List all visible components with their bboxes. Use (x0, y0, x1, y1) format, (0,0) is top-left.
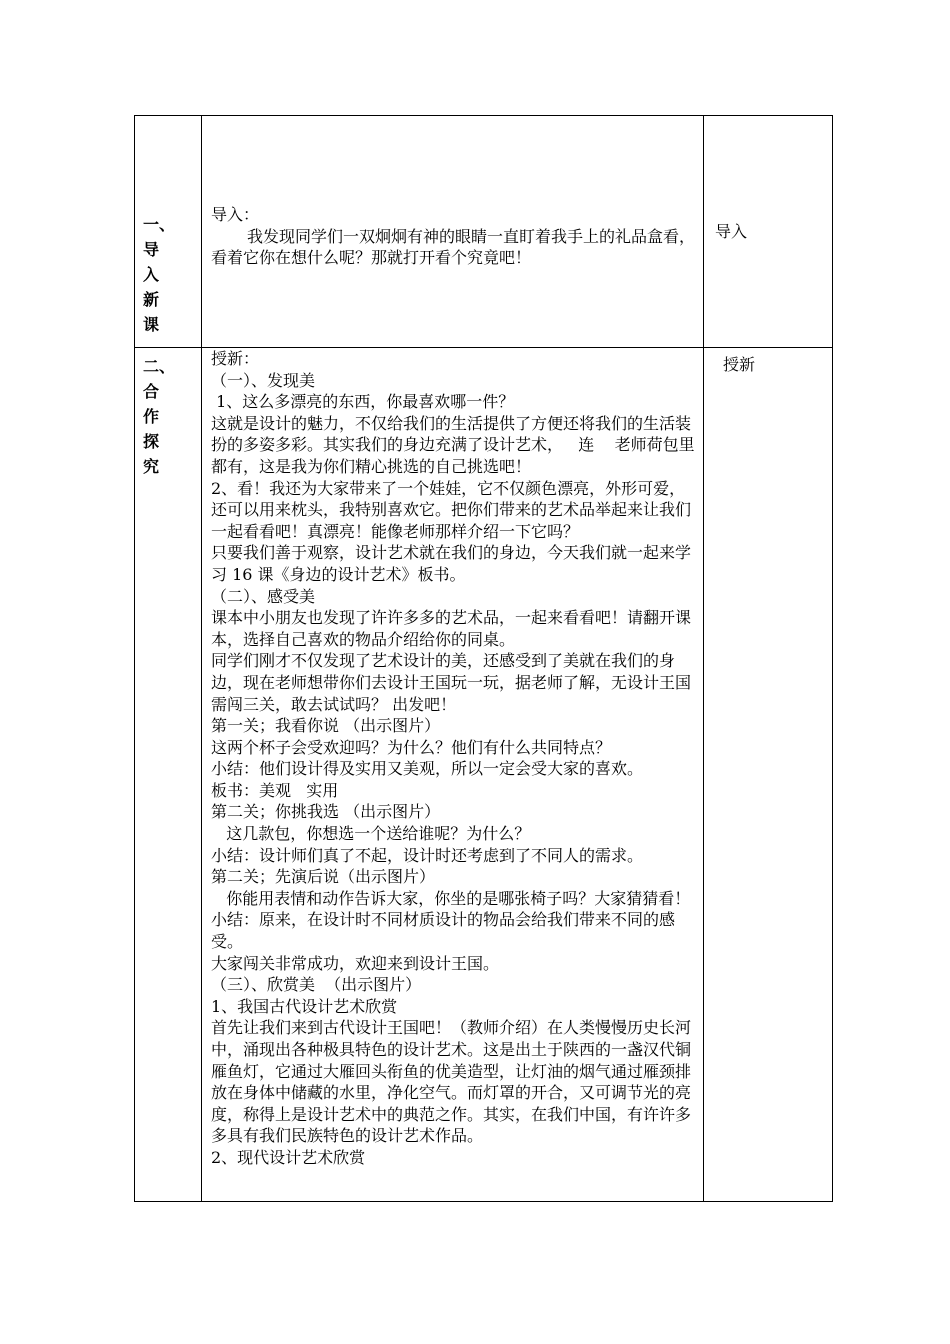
row-label-line: 导 入 (143, 240, 172, 284)
content-paragraph: 首先让我们来到古代设计王国吧！（教师介绍）在人类慢慢历史长河中，涌现出各种极具特色的设计艺术。这是出土于陕西的一盏汉代铜雁鱼灯，它通过大雁回头衔鱼的优美造型，让灯油的烟气通过雁颈排放在身体中储藏的水里，净化空气。而灯罩的开合，又可调节光的亮度，称得上是设计艺术中的典范之作。其实，在我们中国，有许许多多具有我们民族特色的设计艺术作品。 (211, 1018, 692, 1146)
row-remark-intro: 导入 (715, 222, 748, 241)
content-line: 板书：美观 实用 (211, 780, 339, 800)
row-content-intro (211, 204, 699, 269)
content-paragraph: 你能用表情和动作告诉大家，你坐的是哪张椅子吗？大家猜猜看！ (211, 888, 691, 908)
row-content-explore (211, 348, 699, 1169)
row-label-line: 探 究 (143, 432, 172, 476)
content-line: 这两个杯子会受欢迎吗？为什么？他们有什么共同特点？ (211, 737, 612, 757)
row-label-line: 新 课 (143, 290, 172, 334)
content-line: （三）、欣赏美 （出示图片） (211, 975, 422, 995)
row-label-line: 一、 (143, 215, 176, 234)
content-paragraph: 课本中小朋友也发现了许许多多的艺术品，一起来看看吧！请翻开课本，选择自己喜欢的物品介绍给你的同桌。 (211, 608, 692, 649)
row-label-line: 合 作 (143, 382, 172, 426)
content-line: 大家闯关非常成功，欢迎来到设计王国。 (211, 953, 500, 973)
row-remark-explore: 授新 (723, 355, 756, 374)
content-line: 这几款包，你想选一个送给谁呢？为什么？ (211, 824, 531, 844)
content-paragraph: 只要我们善于观察，设计艺术就在我们的身边，今天我们就一起来学习 16 课《身边的设计艺术》板书。 (211, 543, 692, 584)
content-paragraph: 2、看！我还为大家带来了一个娃娃，它不仅颜色漂亮，外形可爱，还可以用来枕头，我特别喜欢它。把你们带来的艺术品举起来让我们一起看看吧！真漂亮！能像老师那样介绍一下它吗？ (211, 478, 692, 541)
column-divider (201, 116, 202, 1201)
column-divider (703, 116, 704, 1201)
content-line: 第一关；我看你说 （出示图片） (211, 716, 441, 736)
content-line: 授新： (211, 349, 260, 368)
content-line: 2、现代设计艺术欣赏 (211, 1147, 366, 1167)
lesson-plan-table (134, 115, 833, 1202)
row-label-intro (143, 212, 197, 337)
content-line: 第二关；你挑我选 （出示图片） (211, 802, 441, 822)
content-line: （二）、感受美 (211, 586, 316, 606)
row-label-explore (143, 354, 197, 479)
content-line: 1、我国古代设计艺术欣赏 (211, 996, 398, 1016)
content-paragraph: 同学们刚才不仅发现了艺术设计的美，还感受到了美就在我们的身边，现在老师想带你们去设计王国玩一玩，据老师了解，无设计王国需闯三关，敢去试试吗？ 出发吧！ (211, 651, 692, 714)
content-paragraph: 这就是设计的魅力，不仅给我们的生活提供了方便还将我们的生活装扮的多姿多彩。其实我们的身边充满了设计艺术， 连 老师荷包里都有，这是我为你们精心挑选的自己挑选吧！ (211, 413, 695, 476)
content-line: 1、这么多漂亮的东西，你最喜欢哪一件？ (211, 392, 515, 412)
content-line: 第二关；先演后说（出示图片） (211, 867, 436, 887)
content-paragraph: 小结：设计师们真了不起，设计时还考虑到了不同人的需求。 (211, 845, 644, 865)
content-paragraph: 小结：原来，在设计时不同材质设计的物品会给我们带来不同的感受。 (211, 910, 676, 952)
content-line: 导入： (211, 205, 260, 224)
content-line: （一）、发现美 (211, 370, 316, 390)
content-paragraph: 我发现同学们一双炯炯有神的眼睛一直盯着我手上的礼品盒看，看着它你在想什么呢？那就打开看个究竟吧！ (211, 226, 696, 268)
content-paragraph: 小结：他们设计得及实用又美观，所以一定会受大家的喜欢。 (211, 759, 644, 779)
row-label-line: 二、 (143, 357, 176, 376)
